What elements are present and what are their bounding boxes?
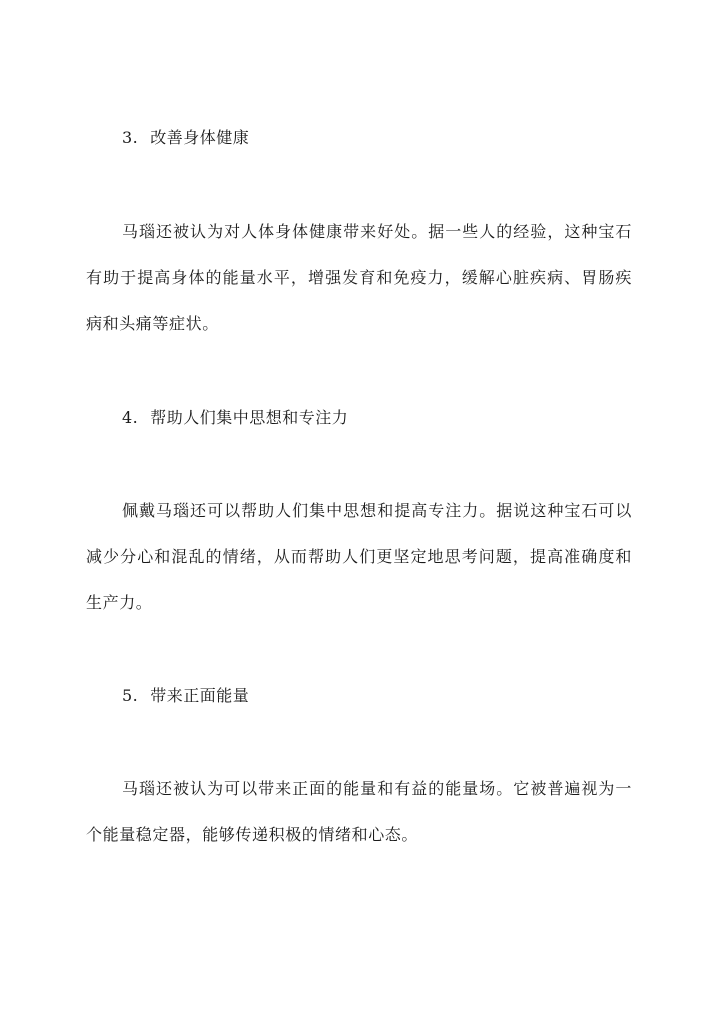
section-paragraph-5: 马瑙还被认为可以带来正面的能量和有益的能量场。它被普遍视为一个能量稳定器，能够传递积极的情绪和心态。 xyxy=(86,779,632,844)
section-title: 带来正面能量 xyxy=(150,686,250,705)
section-title: 帮助人们集中思想和专注力 xyxy=(150,408,349,427)
section-paragraph-3: 马瑙还被认为对人体身体健康带来好处。据一些人的经验，这种宝石有助于提高身体的能量水平，增强发育和免疫力，缓解心脏疾病、胃肠疾病和头痛等症状。 xyxy=(86,222,632,333)
section-title: 改善身体健康 xyxy=(150,128,250,147)
section-heading-5 xyxy=(122,686,249,706)
section-heading-4 xyxy=(122,408,348,428)
section-paragraph-4: 佩戴马瑙还可以帮助人们集中思想和提高专注力。据说这种宝石可以减少分心和混乱的情绪，从而帮助人们更坚定地思考问题，提高准确度和生产力。 xyxy=(86,501,632,612)
section-number: 3. xyxy=(122,128,139,147)
section-number: 5. xyxy=(122,686,139,705)
section-number: 4. xyxy=(122,408,139,427)
section-heading-3 xyxy=(122,128,249,148)
